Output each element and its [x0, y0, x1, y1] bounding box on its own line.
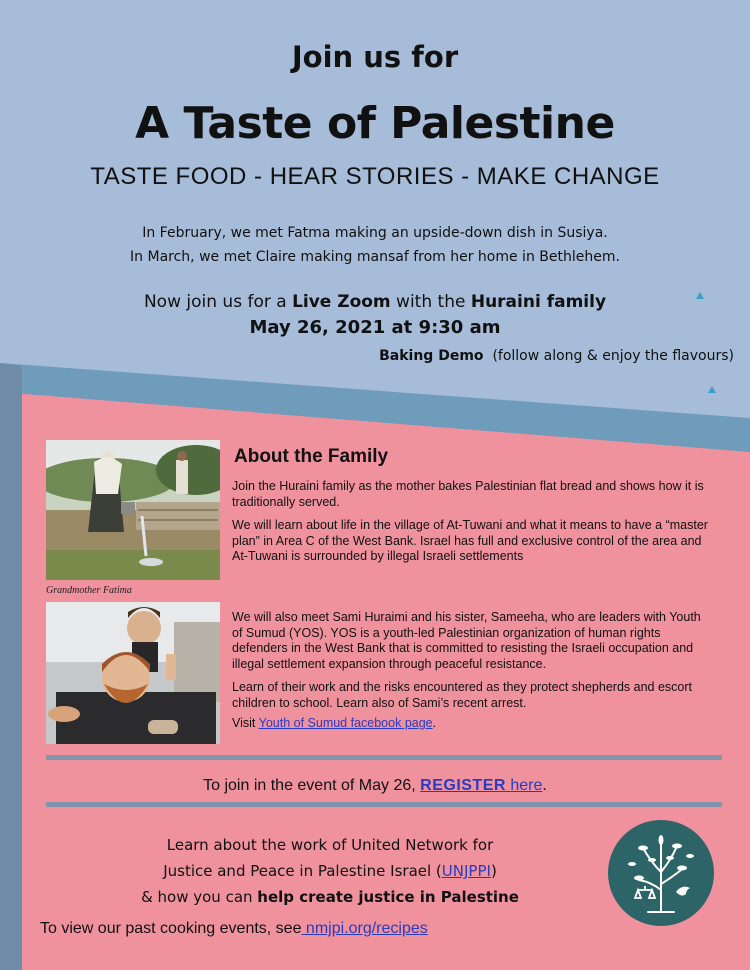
visit-line [232, 716, 708, 732]
visit-end: . [432, 716, 437, 730]
visit-text: Visit [232, 716, 259, 730]
register-link[interactable] [420, 777, 542, 794]
past-text: To view our past cooking events, see [40, 920, 302, 937]
tagline: TASTE FOOD - HEAR STORIES - MAKE CHANGE [90, 163, 660, 190]
unjppi-logo [608, 820, 714, 926]
baking-label: Baking Demo [379, 348, 484, 364]
divider [46, 755, 722, 760]
intro-text [0, 221, 750, 269]
family-name: Huraini family [470, 292, 607, 312]
about-paragraph: We will also meet Sami Huraimi and his sister, Sameeha, who are leaders with Youth of Sumud (YOS). YOS is a youth-led Palestinian organization of human rights defenders in the West Bank that is committed to resisting the Israeli occupation and illegal settlement expansion through peaceful resistance. [232, 610, 701, 671]
event-date: May 26, 2021 at 9:30 am [249, 317, 501, 338]
live-zoom-label: Live Zoom [292, 292, 391, 312]
learn-more-text [90, 832, 570, 910]
unjppi-link[interactable]: UNJPPI [441, 862, 491, 880]
learn-text: & how you can [141, 888, 258, 906]
learn-line: Learn about the work of United Network for [166, 836, 494, 854]
recipes-link[interactable]: nmjpi.org/recipes [301, 920, 428, 937]
learn-line [90, 884, 570, 910]
learn-text: ) [490, 862, 497, 880]
intro-line: In March, we met Claire making mansaf from her home in Bethlehem. [130, 249, 620, 265]
youth-of-sumud-link[interactable]: Youth of Sumud facebook page [258, 716, 433, 730]
sami-photo [46, 602, 220, 744]
decor-triangle [708, 386, 716, 393]
learn-bold: help create justice in Palestine [257, 888, 519, 906]
register-link-rest: here [505, 777, 543, 794]
intro-line: In February, we met Fatma making an upside-down dish in Susiya. [142, 225, 608, 241]
past-events-line [40, 920, 428, 938]
register-end: . [542, 777, 547, 794]
about-paragraph: We will learn about life in the village of At-Tuwani and what it means to have a “master plan” in Area C of the West Bank. Israel has full and exclusive control of the area and At-Tuwani is surrounded by illegal Israeli settlements [232, 518, 708, 563]
zoom-text: Now join us for a [143, 292, 293, 312]
learn-line [90, 858, 570, 884]
about-paragraph: Join the Huraini family as the mother bakes Palestinian flat bread and shows how it is traditionally served. [232, 479, 704, 509]
grandmother-photo [46, 440, 220, 580]
learn-text: Justice and Peace in Palestine Israel ( [163, 862, 442, 880]
divider [46, 802, 722, 807]
live-zoom-line [0, 288, 750, 316]
register-link-bold: REGISTER [420, 777, 506, 794]
zoom-text: with the [390, 292, 471, 312]
page-title: A Taste of Palestine [135, 98, 615, 149]
left-band [0, 363, 22, 970]
about-heading: About the Family [234, 446, 389, 467]
register-line [0, 777, 750, 795]
baking-note: (follow along & enjoy the flavours) [492, 348, 734, 364]
register-text: To join in the event of May 26, [203, 777, 421, 794]
photo-caption: Grandmother Fatima [46, 585, 132, 596]
join-heading: Join us for [291, 40, 459, 74]
baking-demo [379, 348, 734, 364]
about-paragraph: Learn of their work and the risks encountered as they protect shepherds and escort children to school. Learn also of Sami’s recent arrest. [232, 680, 692, 710]
